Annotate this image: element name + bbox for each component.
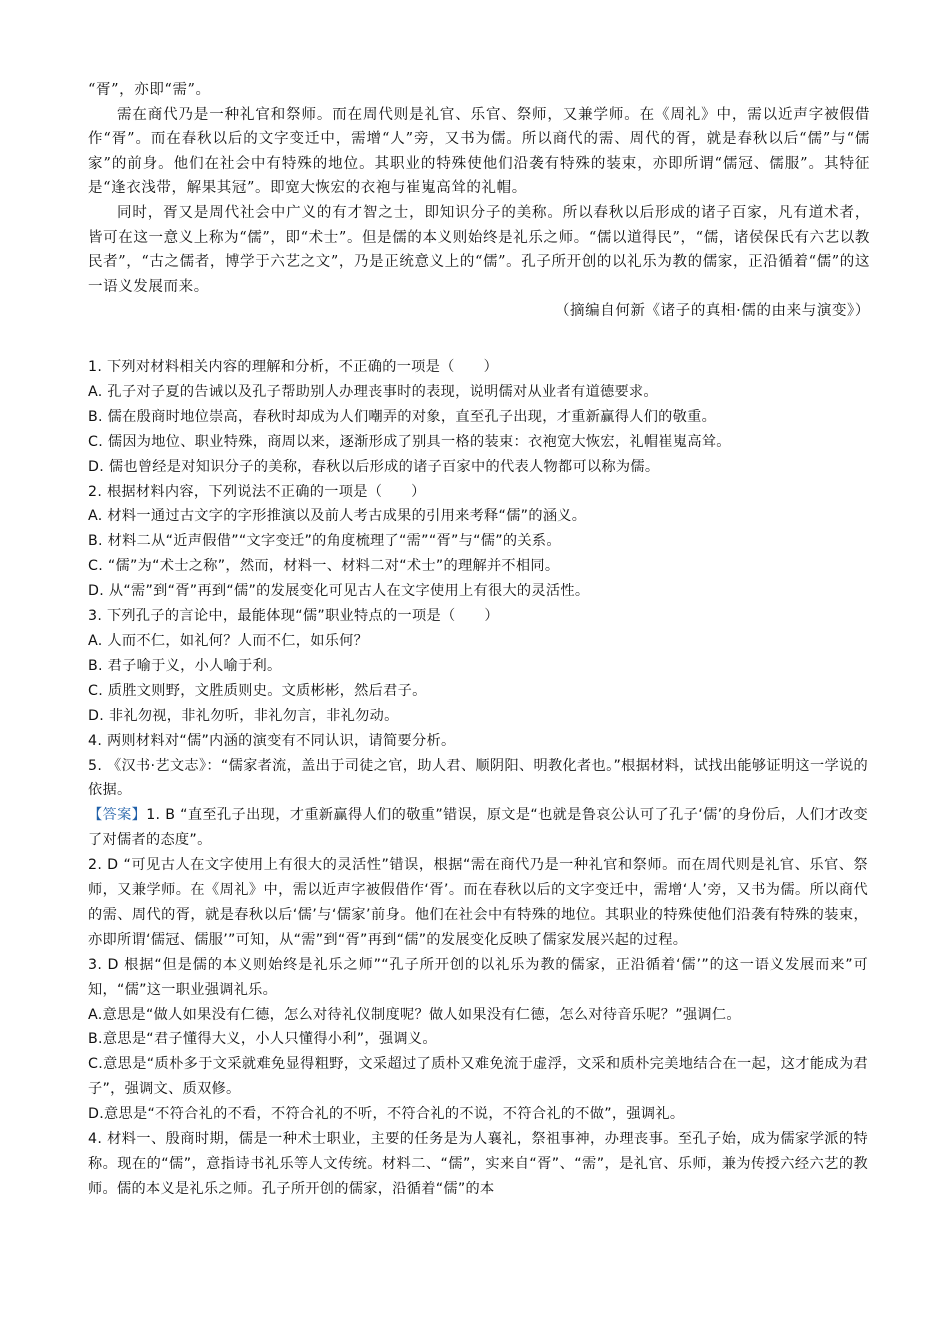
question-stem: 2. 根据材料内容，下列说法不正确的一项是（ ） [88,483,426,500]
answer-tag: 【答案】 [88,807,147,824]
question-stem: 5. 《汉书·艺文志》：“儒家者流，盖出于司徒之官，助人君、顺阴阳、明教化者也。”根据材料，试找出能够证明这一学说的依据。 [88,757,868,799]
answer-text: 4. 材料一、殷商时期，儒是一种术士职业，主要的任务是为人襄礼，祭祖事神，办理丧事。至孔子始，成为儒家学派的特称。现在的“儒”，意指诗书礼乐等人文传统。材料二、“儒”，实来自“胥”、“需”，是礼官、乐师，兼为传授六经六艺的教师。儒的本义是礼乐之师。孔子所开创的儒家，沿循着“儒”的本 [88,1131,868,1197]
question-option: A. 人而不仁，如礼何？人而不仁，如乐何？ [88,632,369,649]
reading-passage [88,78,870,324]
questions-and-answers [88,355,868,1202]
passage-paragraph: 同时，胥又是周代社会中广义的有才智之士，即知识分子的美称。所以春秋以后形成的诸子百家，凡有道术者，皆可在这一意义上称为“儒”，即“术士”。但是儒的本义则始终是礼乐之师。“儒以道得民”，“儒，诸侯保氏有六艺以教民者”，“古之儒者，博学于六艺之文”，乃是正统意义上的“儒”。孔子所开创的以礼乐为教的儒家，正沿循着“儒”的这一语义发展而来。 [88,204,870,295]
answer-text: 3. D 根据“但是儒的本义则始终是礼乐之师”“孔子所开创的以礼乐为教的儒家，正沿循着‘儒’”的这一语义发展而来”可知，“儒”这一职业强调礼乐。 [88,956,868,998]
passage-source: （摘编自何新《诸子的真相·儒的由来与演变》） [554,303,870,320]
question-option: B. 材料二从“近声假借”“文字变迁”的角度梳理了“需”“胥”与“儒”的关系。 [88,533,561,550]
question-option: D. 儒也曾经是对知识分子的美称，春秋以后形成的诸子百家中的代表人物都可以称为儒。 [88,458,660,475]
question-option: B. 儒在殷商时地位崇高，春秋时却成为人们嘲弄的对象，直至孔子出现，才重新赢得人们的敬重。 [88,408,717,425]
passage-paragraph: 需在商代乃是一种礼官和祭师。而在周代则是礼官、乐官、祭师，又兼学师。在《周礼》中，需以近声字被假借作“胥”。而在春秋以后的文字变迁中，需增“人”旁，又书为儒。所以商代的需、周代的胥，就是春秋以后“儒”与“儒家”的前身。他们在社会中有特殊的地位。其职业的特殊使他们沿袭有特殊的装束，亦即所谓“儒冠、儒服”。其特征是“逢衣浅带，解果其冠”。即宽大恢宏的衣袍与崔嵬高耸的礼帽。 [88,106,870,197]
question-option: D. 非礼勿视，非礼勿听，非礼勿言，非礼勿动。 [88,707,399,724]
answer-text: 2. D “可见古人在文字使用上有很大的灵活性”错误，根据“需在商代乃是一种礼官和祭师。而在周代则是礼官、乐官、祭师，又兼学师。在《周礼》中，需以近声字被假借作‘胥’。而在春秋以后的文字变迁中，需增‘人’旁，又书为儒。所以商代的需、周代的胥，就是春秋以后‘儒’与‘儒家’前身。他们在社会中有特殊的地位。其职业的特殊使他们沿袭有特殊的装束，亦即所谓‘儒冠、儒服’”可知，从“需”到“胥”再到“儒”的发展变化反映了儒家发展兴起的过程。 [88,857,868,948]
answer-block [88,803,868,853]
question-stem: 3. 下列孔子的言论中，最能体现“儒”职业特点的一项是（ ） [88,608,499,625]
answer-explanation: D.意思是“不符合礼的不看，不符合礼的不听，不符合礼的不说，不符合礼的不做”，强调礼。 [88,1106,685,1123]
question-option: B. 君子喻于义，小人喻于利。 [88,657,282,674]
answer-text: 1. B “直至孔子出现，才重新赢得人们的敬重”错误，原文是“也就是鲁哀公认可了孔子‘儒’的身份后，人们才改变了对儒者的态度”。 [88,807,868,849]
question-option: C. “儒”为“术士之称”，然而，材料一、材料二对“术士”的理解并不相同。 [88,558,560,575]
answer-explanation: B.意思是“君子懂得大义，小人只懂得小利”，强调义。 [88,1031,437,1048]
question-option: A. 材料一通过古文字的字形推演以及前人考古成果的引用来考释“儒”的涵义。 [88,508,587,525]
question-option: A. 孔子对子夏的告诫以及孔子帮助别人办理丧事时的表现，说明儒对从业者有道德要求。 [88,383,658,400]
question-stem: 1. 下列对材料相关内容的理解和分析，不正确的一项是（ ） [88,359,499,375]
question-stem: 4. 两则材料对“儒”内涵的演变有不同认识，请简要分析。 [88,732,456,749]
question-option: C. 儒因为地位、职业特殊，商周以来，逐渐形成了别具一格的装束：衣袍宽大恢宏，礼帽崔嵬高耸。 [88,433,731,450]
question-option: D. 从“需”到“胥”再到“儒”的发展变化可见古人在文字使用上有很大的灵活性。 [88,583,590,600]
passage-line: “胥”，亦即“需”。 [88,82,211,98]
answer-explanation: C.意思是“质朴多于文采就难免显得粗野，文采超过了质朴又难免流于虚浮，文采和质朴完美地结合在一起，这才能成为君子”，强调文、质双修。 [88,1056,868,1098]
answer-explanation: A.意思是“做人如果没有仁德，怎么对待礼仪制度呢？做人如果没有仁德，怎么对待音乐呢？”强调仁。 [88,1006,741,1023]
question-option: C. 质胜文则野，文胜质则史。文质彬彬，然后君子。 [88,682,427,699]
